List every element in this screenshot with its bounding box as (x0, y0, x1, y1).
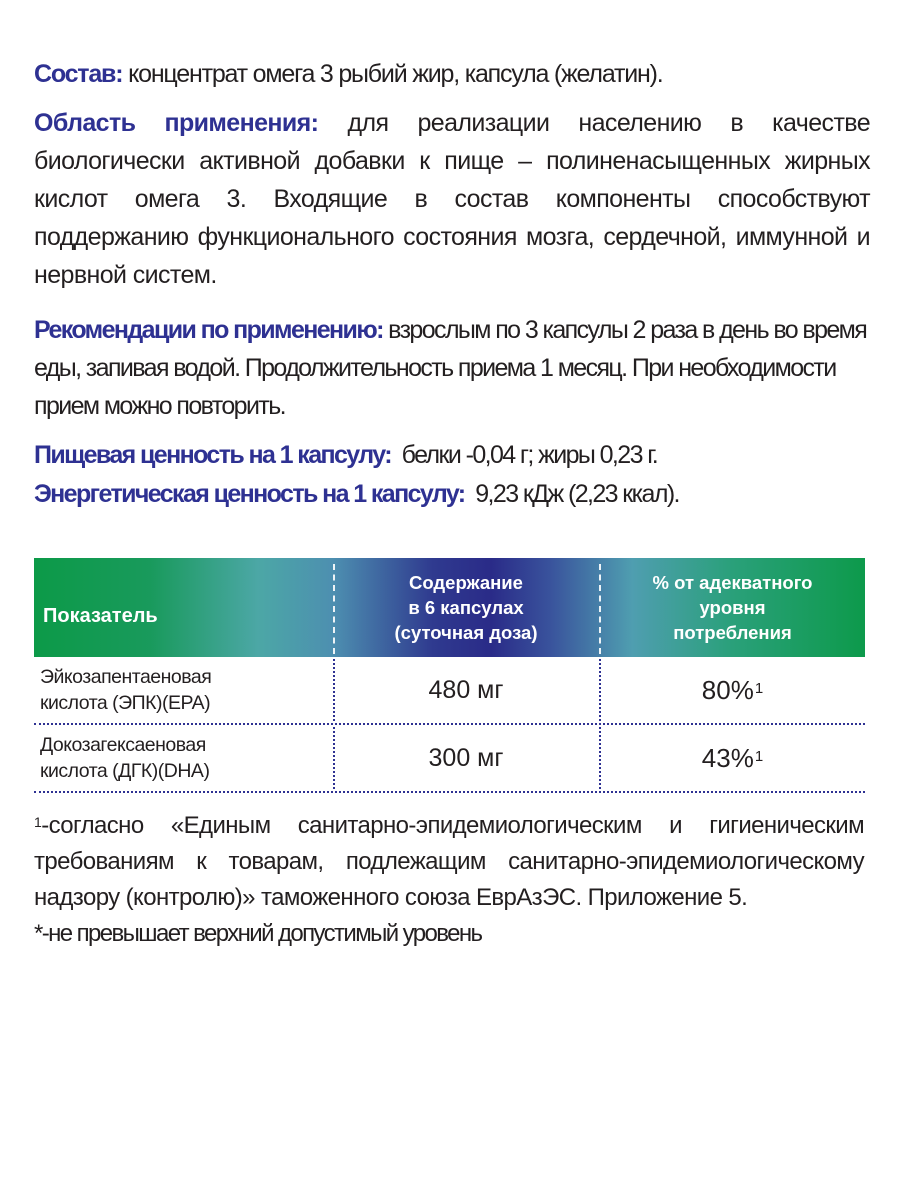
composition-label: Состав: (34, 60, 123, 88)
footnote-1 (34, 808, 864, 916)
row-percent-value: 80% (701, 674, 754, 705)
composition-text: концентрат омега 3 рыбий жир, капсула (желатин). (128, 60, 663, 88)
table-row (34, 657, 865, 725)
row-percent (600, 657, 865, 723)
footnote-2: *-не превышает верхний допустимый уровень (34, 920, 482, 947)
footnote-mark: 1 (34, 814, 42, 830)
energy-paragraph (34, 475, 870, 513)
footnote-ref: 1 (754, 679, 764, 697)
header-indicator (34, 558, 332, 657)
nutrition-paragraph (34, 436, 870, 474)
row-name-line: кислота (ЭПК)(EPA) (40, 692, 211, 714)
energy-text: 9,23 кДж (2,23 ккал). (475, 480, 679, 508)
header-percent-line: уровня (699, 597, 766, 618)
recommendations-text: взрослым по 3 капсулы 2 раза в день во время еды, запивая водой. Продолжительность приема 1 месяц. При необходимости прием можно повторить. (34, 316, 867, 420)
application-area-label: Область применения: (34, 109, 319, 137)
header-percent-line: потребления (673, 622, 792, 643)
header-content-line: в 6 капсулах (408, 597, 524, 618)
row-percent-value: 43% (701, 742, 754, 773)
header-percent (600, 558, 865, 657)
header-indicator-label: Показатель (43, 605, 158, 627)
footnote-ref: 1 (754, 747, 764, 765)
nutrition-label: Пищевая ценность на 1 капсулу: (34, 441, 391, 469)
row-percent (600, 725, 865, 791)
header-percent-line: % от адекватного (652, 572, 813, 593)
application-area-paragraph (34, 104, 870, 294)
nutrition-text: белки -0,04 г; жиры 0,23 г. (401, 441, 658, 469)
row-name (34, 657, 338, 723)
row-content: 300 мг (428, 743, 504, 772)
header-content (334, 558, 598, 657)
table-row (34, 725, 865, 793)
recommendations-paragraph (34, 311, 870, 425)
composition-paragraph (34, 55, 870, 93)
application-area-text: для реализации населению в качестве биологически активной добавки к пище – полиненасыщенных жирных кислот омега 3. Входящие в состав компоненты способствуют поддержанию функционального состояния мозга, сердечной, иммунной и нервной систем. (34, 109, 870, 289)
energy-label: Энергетическая ценность на 1 капсулу: (34, 480, 465, 508)
row-name-line: Эйкозапентаеновая (40, 666, 212, 688)
row-name (34, 725, 338, 791)
footnote-1-text: -согласно «Единым санитарно-эпидемиологическим и гигиеническим требованиям к товарам, подлежащим санитарно-эпидемиологическому надзору (контролю)» таможенного союза ЕврАзЭС. Приложение 5. (34, 812, 864, 911)
header-content-line: Содержание (409, 572, 523, 593)
footnotes (34, 808, 864, 952)
row-content: 480 мг (428, 675, 504, 704)
row-name-line: кислота (ДГК)(DHA) (40, 760, 210, 782)
table-header (34, 558, 865, 657)
header-content-line: (суточная доза) (394, 622, 538, 643)
omega3-table (34, 558, 865, 793)
recommendations-label: Рекомендации по применению: (34, 316, 383, 344)
row-name-line: Докозагексаеновая (40, 734, 206, 756)
table-body (34, 657, 865, 793)
